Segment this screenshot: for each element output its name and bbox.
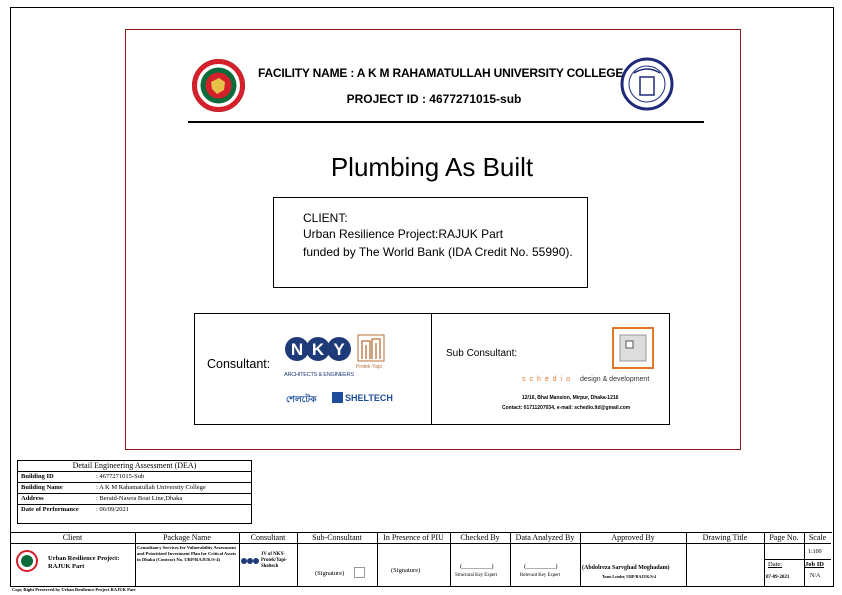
table-row — [18, 505, 251, 515]
row-key: Date of Performance — [21, 506, 79, 513]
tb-consultant: JV of NKY-Protek/Yapi-Sheltech — [261, 552, 288, 569]
column-header: Consultant — [239, 533, 297, 544]
column-header: Scale — [804, 533, 831, 544]
sheltech-logo-icon — [332, 392, 343, 403]
consultant-column — [239, 533, 298, 586]
column-header: Page No. — [764, 533, 804, 544]
schedio-tagline: design & development — [580, 376, 650, 383]
approved-name: (Abdolreza Sarvghad Moghadam) — [582, 565, 670, 571]
title-block — [10, 532, 832, 586]
sub-consultant-label: Sub Consultant: — [446, 348, 518, 359]
analyzed-column — [510, 533, 581, 586]
svg-text:K: K — [311, 340, 325, 359]
piu-column — [377, 533, 451, 586]
sheltech-label: SHELTECH — [345, 393, 393, 403]
column-header: In Presence of PIU — [377, 533, 450, 544]
job-label: Job ID — [805, 561, 824, 568]
table-row — [18, 494, 251, 505]
row-key: Building Name — [21, 484, 63, 491]
page-no-column — [764, 533, 805, 586]
row-value: : 06/09/2021 — [96, 506, 130, 513]
approved-role: Team Leader, URP/RAJUK/S-4 — [602, 574, 657, 579]
checked-role: Structural Key Expert — [455, 573, 498, 578]
column-header: Approved By — [580, 533, 686, 544]
schedio-name: schedio — [522, 376, 575, 383]
tb-package: Consultancy Services for Vulnerability Assessment and Prioritized Investment Plan for Critical Assets in Dhaka (Contract No. URP/RAJUK/S-4) — [137, 545, 237, 562]
analyzed-role: Relevant Key Expert — [520, 573, 561, 578]
sheltech-bangla-label: শেলটেক — [286, 394, 317, 404]
client-line-2: funded by The World Bank (IDA Credit No. 55990). — [303, 245, 573, 259]
checked-column — [450, 533, 511, 586]
client-box — [273, 197, 588, 288]
nky-logo — [284, 332, 354, 378]
dea-heading: Detail Engineering Assessment (DEA) — [18, 461, 251, 472]
dea-info-table — [17, 460, 252, 524]
sub-signature: (Signature) — [315, 570, 345, 577]
checked-blank: (_________) — [460, 563, 494, 570]
column-header: Data Analyzed By — [510, 533, 580, 544]
package-column — [135, 533, 240, 586]
nky-logo-icon — [284, 332, 352, 366]
consultant-label: Consultant: — [207, 357, 271, 371]
nky-logo-icon — [241, 556, 259, 566]
row-value: : A K M Rahamatullah University College — [96, 484, 206, 491]
row-key: Building ID — [21, 473, 54, 480]
consultants-divider — [431, 313, 432, 425]
column-header: Drawing Title — [686, 533, 764, 544]
scale-value: 1:100 — [808, 549, 822, 555]
column-header: Sub-Consultant — [297, 533, 377, 544]
schedio-contact: Contact: 01711207034, e-mail: schedio.ltd@gmail.com — [502, 405, 631, 411]
table-row — [18, 472, 251, 483]
sub-consultant-column — [297, 533, 378, 586]
protek-label: Protek-Yapi — [356, 364, 382, 370]
bangladesh-government-seal-icon — [16, 550, 38, 572]
svg-text:Y: Y — [333, 340, 345, 359]
protek-yapi-logo-icon — [356, 333, 386, 363]
nky-tagline: ARCHITECTS & ENGINEERS — [284, 372, 354, 378]
column-header: Client — [10, 533, 135, 544]
scale-column — [804, 533, 831, 586]
client-column — [10, 533, 136, 586]
row-value: : 4677271015-Sub — [96, 473, 145, 480]
copyright-note: Copy Right Preserved by Urban Resilience Project RAJUK Part — [12, 587, 136, 592]
column-header: Checked By — [450, 533, 510, 544]
svg-text:N: N — [290, 340, 304, 359]
header-divider — [188, 121, 704, 123]
drawing-title-column — [686, 533, 765, 586]
date-value: 07-09-2021 — [766, 575, 790, 580]
college-seal-icon — [620, 57, 674, 111]
date-label: Date: — [768, 561, 783, 568]
piu-signature: (Signature) — [391, 567, 421, 574]
bangladesh-government-seal-icon — [191, 58, 246, 113]
schedio-address: 12/16, Bhai Mansion, Mirpur, Dhaka-1216 — [522, 395, 619, 401]
approved-column — [580, 533, 687, 586]
row-key: Address — [21, 495, 44, 502]
schedio-logo-icon — [612, 327, 654, 369]
project-id: PROJECT ID : 4677271015-sub — [346, 92, 522, 106]
schedio-logo-icon — [354, 567, 365, 578]
row-value: : Beraid-Nawra Boat Line,Dhaka — [96, 495, 183, 502]
tb-client-name: Urban Resilience Project: RAJUK Part — [48, 555, 120, 570]
table-row — [18, 483, 251, 494]
drawing-title: Plumbing As Built — [330, 152, 534, 182]
client-label: CLIENT: — [303, 211, 348, 225]
job-value: N/A — [810, 573, 821, 579]
client-line-1: Urban Resilience Project:RAJUK Part — [303, 227, 504, 241]
analyzed-blank: (_________) — [524, 563, 558, 570]
facility-name: FACILITY NAME : A K M RAHAMATULLAH UNIVERSITY COLLEGE — [258, 66, 624, 80]
column-header: Package Name — [135, 533, 239, 544]
